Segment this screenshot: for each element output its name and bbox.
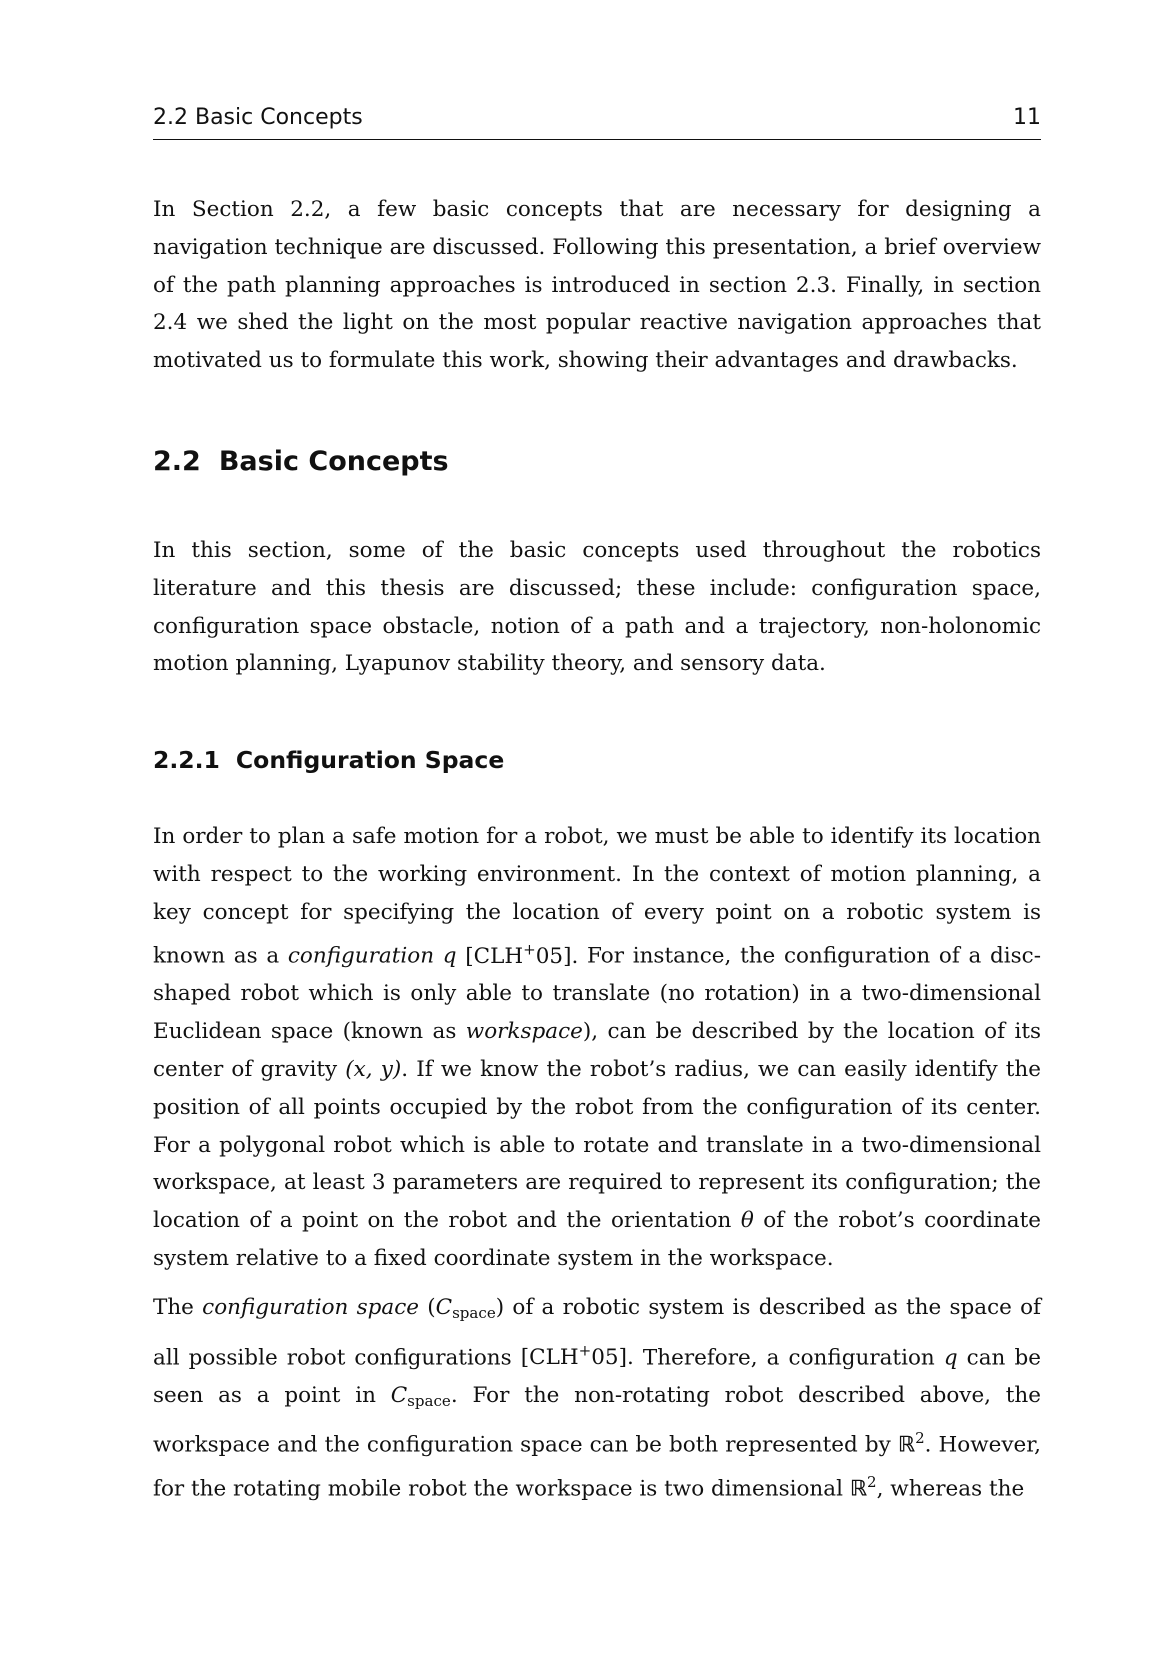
text-run: of the robot’s coordinate system relative to a fixed coordinate system in the workspace. <box>153 1208 1041 1272</box>
text-run: Therefore, a configuration <box>633 1344 944 1370</box>
citation-clh05 <box>520 1341 634 1370</box>
header-section-title: 2.2 Basic Concepts <box>153 105 363 130</box>
subsection-title-text: Configuration Space <box>235 746 505 774</box>
math-q: q <box>943 1344 958 1370</box>
term-workspace: workspace <box>465 1019 583 1045</box>
math-superscript-2: 2 <box>867 1473 877 1492</box>
math-reals: ℝ <box>897 1432 916 1458</box>
math-space-subscript: space <box>452 1303 496 1322</box>
subsection-number: 2.2.1 <box>153 746 220 774</box>
text-run: For instance, the configuration of a disc-shaped robot which is only able to translate (no rotation) in a two-dimensional Euclidean space (known as <box>153 943 1041 1045</box>
citation-clh05 <box>465 940 579 969</box>
math-c: C <box>435 1295 453 1320</box>
citation-plus: + <box>523 940 536 959</box>
configuration-paragraph-1 <box>153 818 1041 1278</box>
running-header <box>153 103 1041 140</box>
term-configuration: configuration <box>287 943 435 969</box>
section-number: 2.2 <box>153 446 201 477</box>
citation-close: 05]. <box>591 1344 634 1370</box>
text-run: ) of a robotic system is described as the space of all possible robot configurations <box>153 1295 1041 1370</box>
text-run: The <box>153 1295 203 1320</box>
text-run: In order to plan a safe motion for a robot, we must be able to identify its location with respect to the working environment. In the context of motion planning, a key concept for specifying the location of every point on a robotic system is known as a <box>153 824 1041 969</box>
text-run: ( <box>418 1295 436 1320</box>
section-heading <box>153 444 449 480</box>
math-superscript-2: 2 <box>915 1429 925 1448</box>
section-paragraph: In this section, some of the basic concepts used throughout the robotics literature and this thesis are discussed; these include: configuration space, configuration space obstacle, notion of a path and a trajectory, non-holonomic motion planning, Lyapunov stability theory, and sensory data. <box>153 538 1041 677</box>
section-title-text: Basic Concepts <box>218 446 449 477</box>
text-run: . For the non-rotating robot described above, the workspace and the configuration space can be both represented by <box>153 1382 1041 1458</box>
text-run: , whereas the <box>876 1476 1025 1502</box>
document-page <box>153 0 1041 1654</box>
text-run: . However, for the rotating mobile robot the workspace is two dimensional <box>153 1432 1041 1502</box>
intro-paragraph: In Section 2.2, a few basic concepts that are necessary for designing a navigation technique are discussed. Following this presentation, a brief overview of the path planning approaches is introduced in section 2.3. Finally, in section 2.4 we shed the light on the most popular reactive navigation approaches that motivated us to formulate this work, showing their advantages and drawbacks. <box>153 197 1041 374</box>
citation-open: [CLH <box>520 1344 579 1370</box>
text-run: . If we know the robot’s radius, we can easily identify the position of all points occupied by the robot from the configuration of its center. For a polygonal robot which is able to rotate and translate in a two-dimensional workspace, at least 3 parameters are required to represent its configuration; the location of a point on the robot and the orientation <box>153 1057 1041 1234</box>
header-page-number: 11 <box>1013 105 1041 130</box>
math-c: C <box>390 1382 408 1408</box>
subsection-heading <box>153 744 504 776</box>
term-configuration-space: configuration space <box>202 1295 419 1320</box>
citation-open: [CLH <box>465 943 524 969</box>
text-run: ), can be described by the location of its center of gravity <box>153 1019 1041 1083</box>
citation-plus: + <box>578 1341 592 1360</box>
math-reals: ℝ <box>849 1476 868 1502</box>
math-q: q <box>442 943 457 969</box>
math-xy: (x, y) <box>345 1057 402 1083</box>
configuration-paragraph-2 <box>153 1289 1041 1508</box>
math-space-subscript: space <box>407 1391 451 1410</box>
citation-close: 05]. <box>535 943 579 969</box>
text-run: can be seen as a point in <box>153 1344 1041 1408</box>
math-theta: θ <box>740 1208 754 1234</box>
